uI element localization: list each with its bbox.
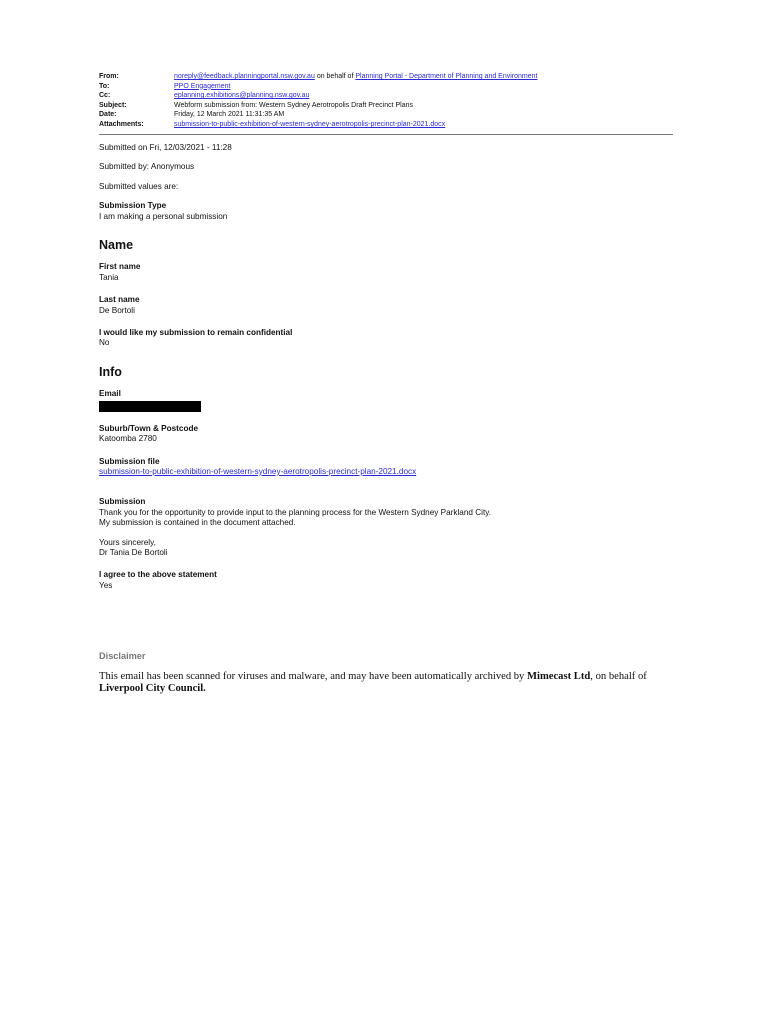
from-row: [99, 72, 674, 82]
submission-type-label: Submission Type: [99, 201, 167, 211]
submission-file-label: Submission file: [99, 456, 160, 466]
last-name-label: Last name: [99, 295, 140, 305]
suburb-field: [99, 424, 699, 445]
date-value: Friday, 12 March 2021 11:31:35 AM: [174, 111, 285, 119]
to-link[interactable]: PPO Engagement: [174, 82, 231, 90]
cc-link[interactable]: eplanning.exhibitions@planning.nsw.gov.au: [174, 92, 310, 100]
from-email-link[interactable]: noreply@feedback.planningportal.nsw.gov.au: [174, 73, 315, 80]
first-name-value: Tania: [99, 272, 119, 282]
disclaimer-text-part-2: , on behalf of: [590, 671, 647, 682]
disclaimer-council: Liverpool City Council.: [99, 683, 206, 695]
submission-type-field: [99, 201, 699, 222]
date-label: Date:: [99, 111, 117, 119]
agree-field: [99, 570, 699, 591]
confidential-label: I would like my submission to remain confidential: [99, 328, 293, 338]
attachments-row: [99, 120, 674, 130]
disclaimer-title: Disclaimer: [99, 651, 146, 661]
name-heading: Name: [99, 238, 134, 253]
email-header: [99, 72, 674, 130]
closing-line-1: Yours sincerely,: [99, 537, 156, 547]
disclaimer-text-part-1: This email has been scanned for viruses and malware, and may have been automatically archived by: [99, 671, 528, 682]
confidential-field: [99, 328, 699, 349]
submitted-by-text: Submitted by: Anonymous: [99, 162, 195, 172]
last-name-field: [99, 295, 699, 316]
cc-row: [99, 91, 674, 101]
submission-field: [99, 497, 699, 528]
submitted-values-text: Submitted values are:: [99, 181, 179, 191]
header-divider: [99, 134, 673, 135]
cc-label: Cc:: [99, 92, 111, 100]
submission-file-field: [99, 457, 699, 478]
closing-line-2: Dr Tania De Bortoli: [99, 547, 168, 557]
confidential-value: No: [99, 338, 110, 348]
submission-type-value: I am making a personal submission: [99, 211, 228, 221]
to-row: [99, 82, 674, 92]
attachment-link[interactable]: submission-to-public-exhibition-of-western-sydney-aerotropolis-precinct-plan-2021.docx: [174, 120, 446, 128]
email-redaction-block: [99, 401, 201, 412]
attachments-label: Attachments:: [99, 120, 144, 128]
submission-label: Submission: [99, 497, 146, 507]
info-heading: Info: [99, 364, 122, 379]
email-label: Email: [99, 389, 121, 399]
submission-line-2: My submission is contained in the document attached.: [99, 518, 296, 528]
subject-row: [99, 101, 674, 111]
email-field: [99, 389, 699, 411]
email-body: [99, 143, 699, 603]
submission-file-link[interactable]: submission-to-public-exhibition-of-western-sydney-aerotropolis-precinct-plan-2021.docx: [99, 466, 417, 476]
from-label: From:: [99, 73, 119, 80]
disclaimer-mimecast: Mimecast Ltd: [527, 671, 591, 682]
to-label: To:: [99, 82, 110, 90]
agree-value: Yes: [99, 580, 113, 590]
disclaimer-text: [99, 671, 679, 696]
first-name-field: [99, 262, 699, 283]
from-org-link[interactable]: Planning Portal - Department of Planning and Environment: [355, 73, 538, 80]
from-behalf-text: on behalf of: [316, 73, 354, 80]
first-name-label: First name: [99, 262, 141, 272]
date-row: [99, 110, 674, 120]
submission-line-1: Thank you for the opportunity to provide input to the planning process for the Western Sydney Parkland City.: [99, 507, 492, 517]
subject-label: Subject:: [99, 101, 127, 109]
last-name-value: De Bortoli: [99, 305, 135, 315]
agree-label: I agree to the above statement: [99, 570, 217, 580]
submitted-on-text: Submitted on Fri, 12/03/2021 - 11:28: [99, 143, 232, 152]
suburb-label: Suburb/Town & Postcode: [99, 423, 199, 433]
closing-block: [99, 538, 699, 559]
suburb-value: Katoomba 2780: [99, 434, 157, 444]
subject-value: Webform submission from: Western Sydney Aerotropolis Draft Precinct Plans: [174, 101, 413, 109]
